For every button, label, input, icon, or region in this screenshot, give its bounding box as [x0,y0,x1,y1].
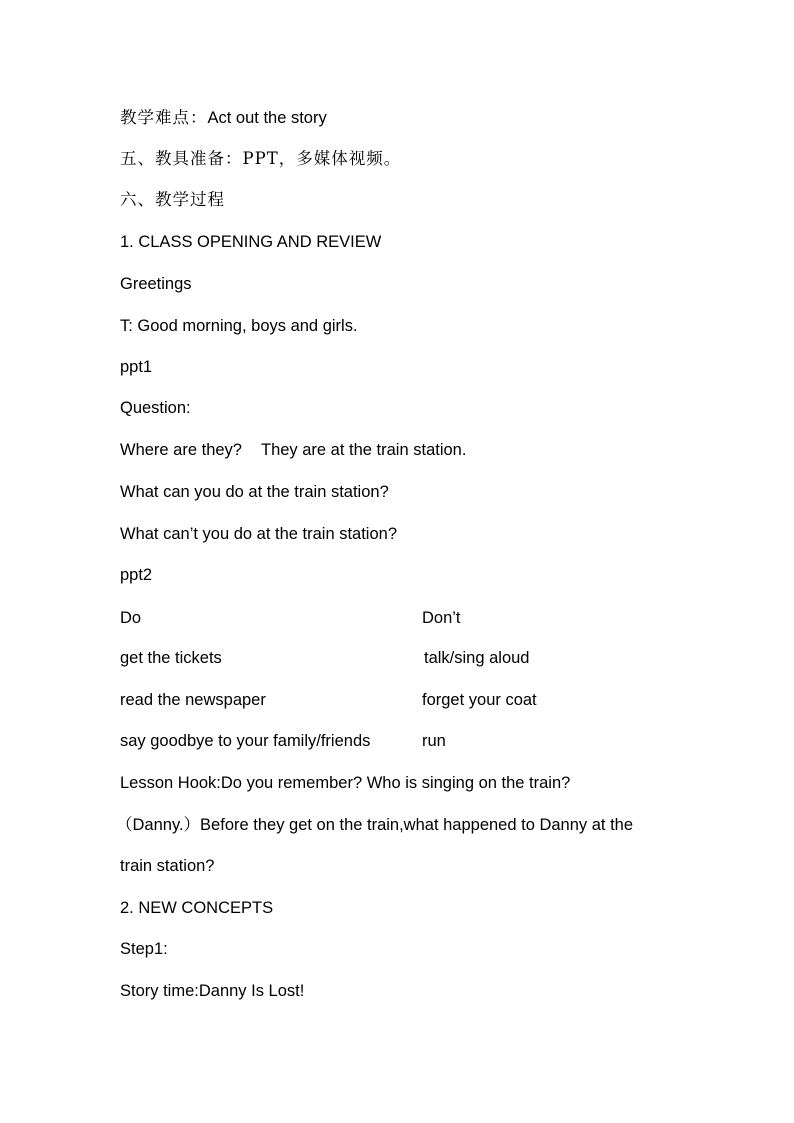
dont-item: run [422,732,446,750]
ppt1-label: ppt1 [120,358,153,376]
answer-1: They are at the train station. [260,441,467,459]
dont-header: Don’t [422,609,461,627]
ppt2-label: ppt2 [120,566,153,584]
do-dont-row [120,689,680,711]
do-item: say goodbye to your family/friends [120,732,371,750]
teaching-materials-text: PPT，多媒体视频。 [242,149,402,168]
lesson-hook-line-3: train station? [120,857,215,875]
question-1-line [120,439,466,461]
dont-item: forget your coat [422,691,537,709]
story-time-line: Story time:Danny Is Lost! [120,982,305,1000]
teacher-greeting-line: T: Good morning, boys and girls. [120,317,358,335]
lesson-hook-line-1: Lesson Hook:Do you remember? Who is singing on the train? [120,774,571,792]
lesson-hook-line-2: （Danny.）Before they get on the train,what happened to Danny at the [116,816,634,834]
step-1-label: Step1: [120,940,168,958]
teaching-process-heading: 六、教学过程 [120,190,225,209]
teaching-difficulty-text: Act out the story [207,109,327,127]
do-dont-header-row [120,607,680,629]
question-1: Where are they? [120,441,242,459]
teaching-difficulty-label: 教学难点： [120,108,208,127]
section-1-heading: 1. CLASS OPENING AND REVIEW [120,233,382,251]
teaching-materials [120,148,401,170]
teaching-difficulty [120,107,327,129]
question-label: Question: [120,399,191,417]
question-2: What can you do at the train station? [120,483,389,501]
do-header: Do [120,609,142,627]
dont-item: talk/sing aloud [424,649,530,667]
do-dont-row [120,730,680,752]
greetings-line: Greetings [120,275,192,293]
section-2-heading: 2. NEW CONCEPTS [120,899,274,917]
question-3: What can’t you do at the train station? [120,525,397,543]
do-item: read the newspaper [120,691,266,709]
do-item: get the tickets [120,649,222,667]
do-dont-row [120,647,680,669]
teaching-materials-label: 五、教具准备： [120,149,243,168]
